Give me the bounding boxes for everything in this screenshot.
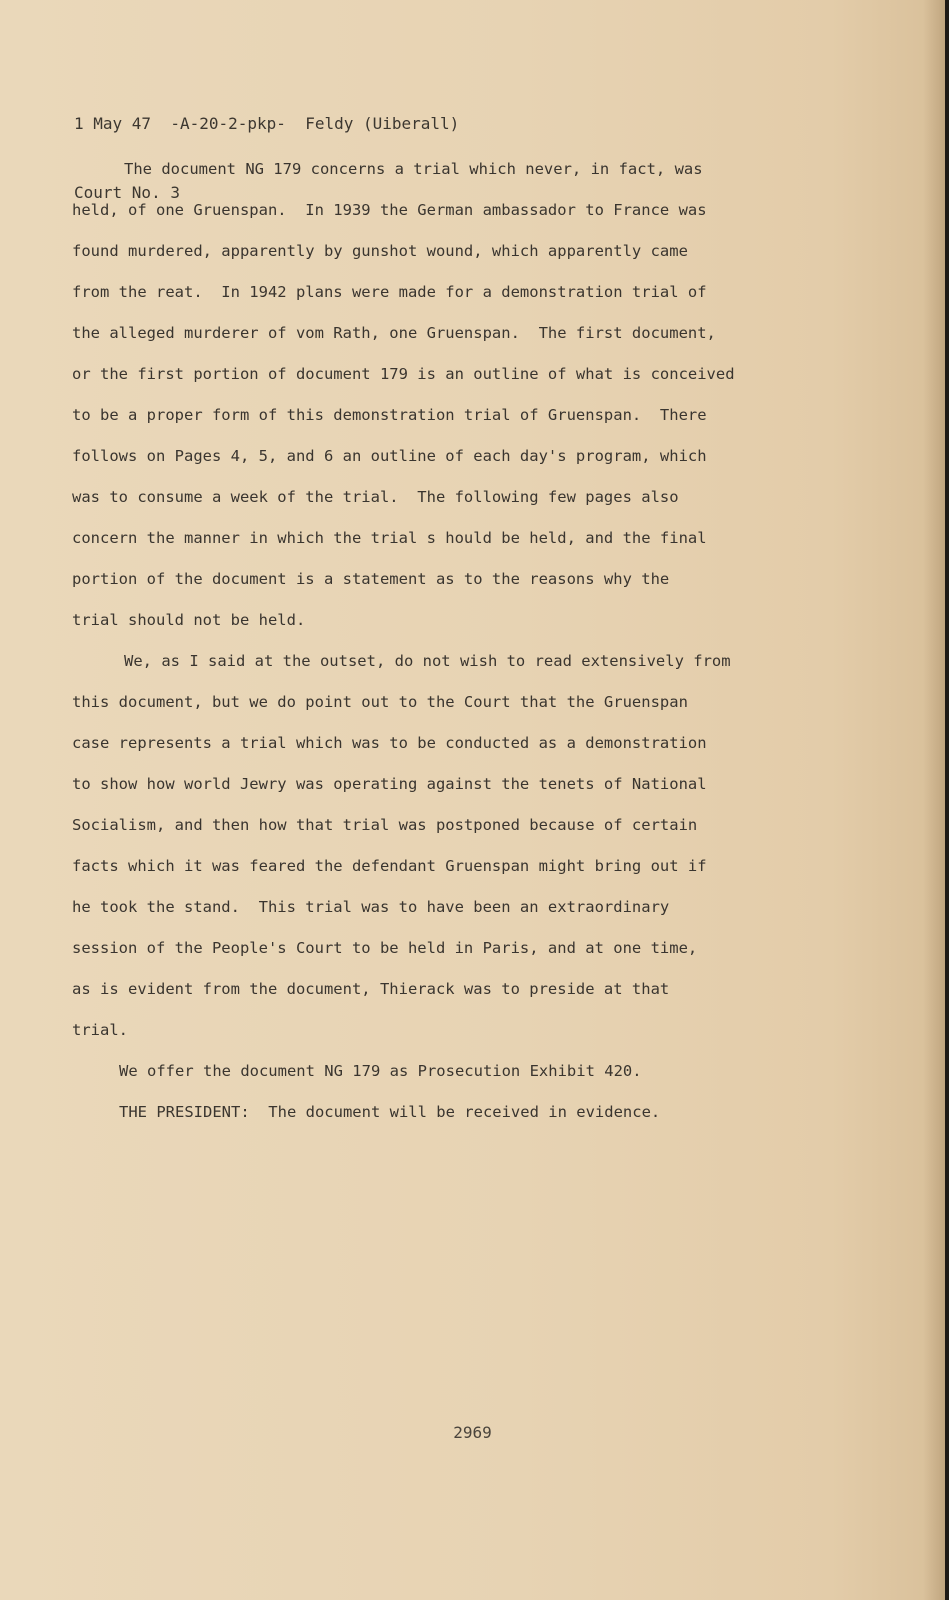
paragraph-2-line: Socialism, and then how that trial was postponed because of certain	[72, 816, 698, 834]
paragraph-2-line: facts which it was feared the defendant Gruenspan might bring out if	[72, 857, 707, 875]
paragraph-1-line: the alleged murderer of vom Rath, one Gruenspan. The first document,	[72, 324, 716, 342]
paragraph-1-line: held, of one Gruenspan. In 1939 the German ambassador to France was	[72, 201, 707, 219]
exhibit-offer-line: We offer the document NG 179 as Prosecution Exhibit 420.	[119, 1062, 642, 1080]
paragraph-1-line: trial should not be held.	[72, 611, 306, 629]
paragraph-2-line: to show how world Jewry was operating against the tenets of National	[72, 775, 707, 793]
transcript-body	[72, 149, 832, 1133]
header-line-court: Court No. 3	[74, 183, 180, 202]
president-statement-line: THE PRESIDENT: The document will be received in evidence.	[119, 1103, 661, 1121]
page-edge-shadow	[923, 0, 945, 1600]
paragraph-2-line: We, as I said at the outset, do not wish to read extensively from	[124, 652, 731, 670]
paragraph-2-line: case represents a trial which was to be conducted as a demonstration	[72, 734, 707, 752]
paragraph-1-line: concern the manner in which the trial s hould be held, and the final	[72, 529, 707, 547]
paragraph-2-line: he took the stand. This trial was to have been an extraordinary	[72, 898, 670, 916]
paragraph-1-line: follows on Pages 4, 5, and 6 an outline of each day's program, which	[72, 447, 707, 465]
paragraph-1-line: The document NG 179 concerns a trial which never, in fact, was	[124, 160, 703, 178]
paragraph-1-line: was to consume a week of the trial. The following few pages also	[72, 488, 679, 506]
paragraph-1-line: to be a proper form of this demonstration trial of Gruenspan. There	[72, 406, 707, 424]
paragraph-1-line: or the first portion of document 179 is an outline of what is conceived	[72, 365, 735, 383]
paragraph-2-line: trial.	[72, 1021, 128, 1039]
paragraph-1-line: found murdered, apparently by gunshot wound, which apparently came	[72, 242, 688, 260]
paragraph-1-line: portion of the document is a statement as to the reasons why the	[72, 570, 670, 588]
page-number: 2969	[453, 1423, 492, 1442]
header-line-date: 1 May 47 -A-20-2-pkp- Feldy (Uiberall)	[74, 114, 460, 133]
paragraph-1-line: from the reat. In 1942 plans were made for a demonstration trial of	[72, 283, 707, 301]
paragraph-2-line: as is evident from the document, Thierack was to preside at that	[72, 980, 670, 998]
paragraph-2-line: this document, but we do point out to the Court that the Gruenspan	[72, 693, 688, 711]
paragraph-2-line: session of the People's Court to be held in Paris, and at one time,	[72, 939, 698, 957]
